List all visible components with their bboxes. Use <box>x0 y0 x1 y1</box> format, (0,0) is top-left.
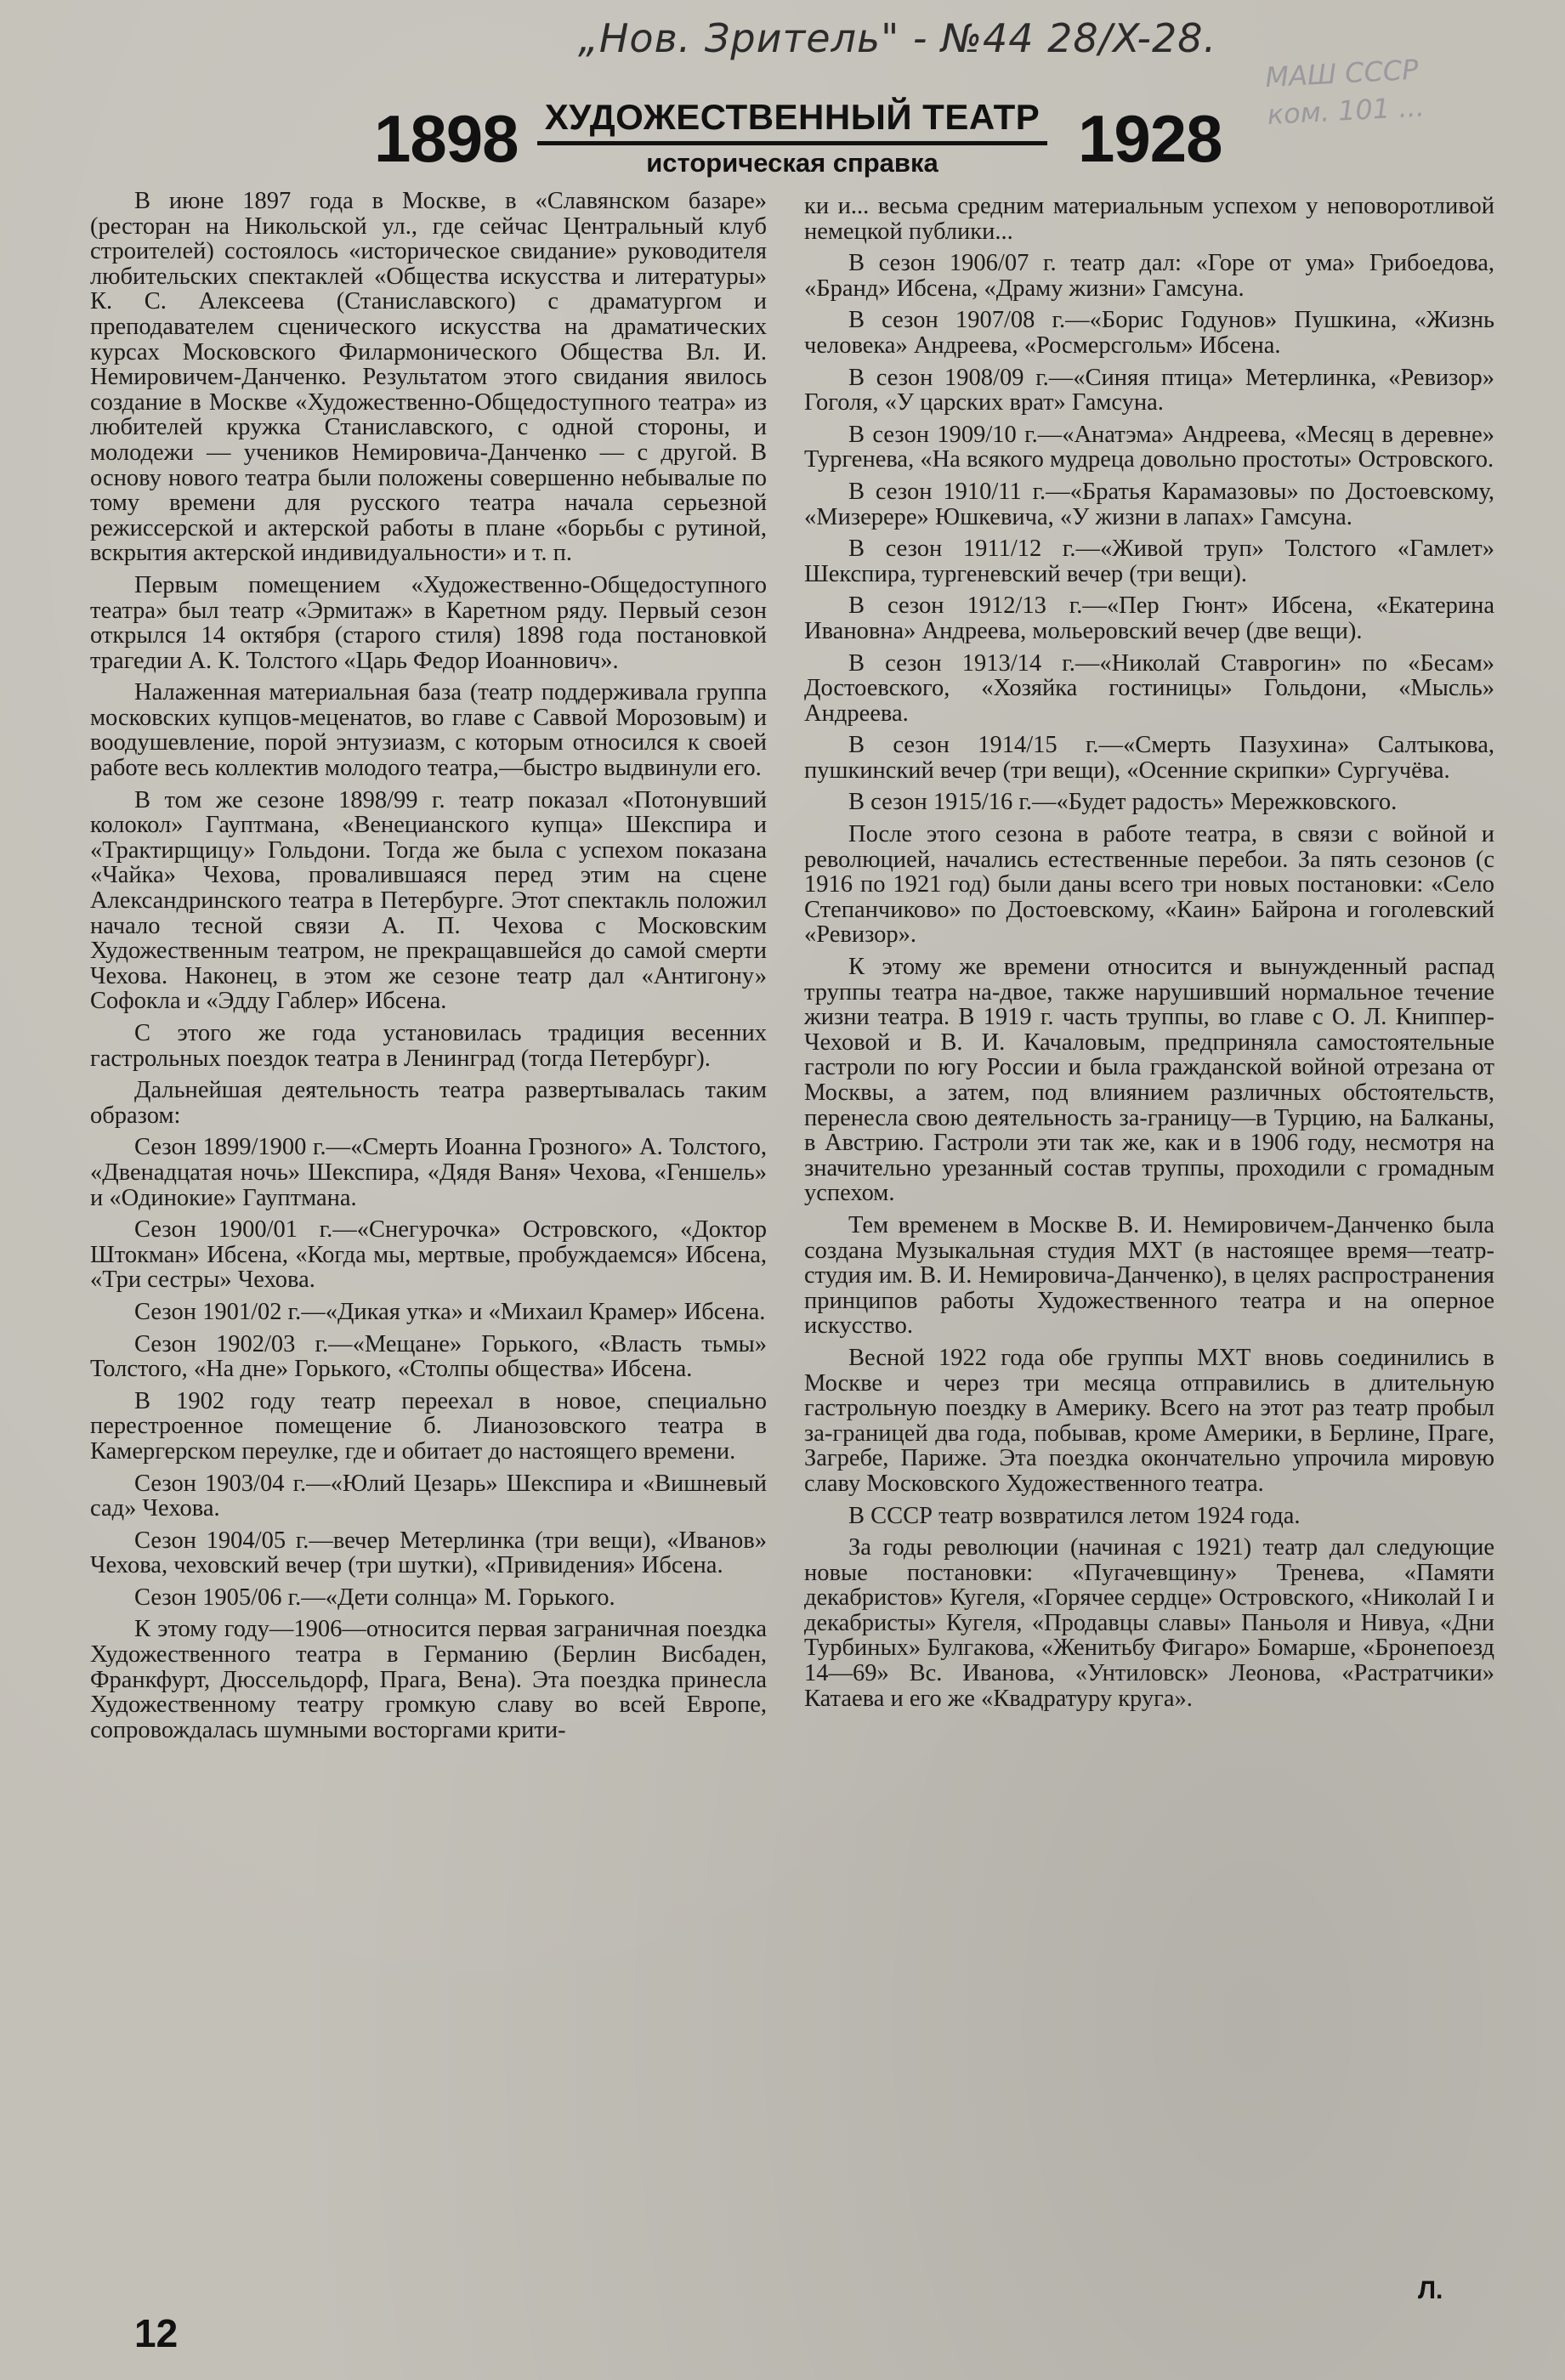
article-header <box>537 95 1047 181</box>
paragraph: Сезон 1903/04 г.—«Юлий Цезарь» Шекспира и «Вишневый сад» Чехова. <box>90 1470 767 1522</box>
stamp-line-2: ком. 101 ... <box>1266 90 1426 132</box>
paragraph: Сезон 1902/03 г.—«Мещане» Горького, «Власть тьмы» Толстого, «На дне» Горького, «Столпы общества» Ибсена. <box>90 1330 767 1383</box>
end-year: 1928 <box>1078 101 1222 176</box>
paragraph: В сезон 1915/16 г.—«Будет радость» Мережковского. <box>848 789 1398 816</box>
right-column <box>804 194 1494 1718</box>
paragraph: В июне 1897 года в Москве, в «Славянском базаре» (ресторан на Никольской ул., где сейчас Центральный клуб строителей) состоялось «историческое свидание» руководителя любительских спектаклей «Общества искусства и литературы» К. С. Алексеева (Станиславского) с драматургом и преподавателем сценического искусства на драматических курсах Московского Филармонического Общества Вл. И. Немировичем-Данченко. Результатом этого свидания явилось создание в Москве «Художественно-Общедоступного театра» из любителей кружка Станиславского, с одной стороны, и молодежи — учеников Немировича-Данченко — с другой. В основу нового театра были положены совершенно небывалые по тому времени для русского театра начала серьезной режиссерской и актерской работы в плане «борьбы с рутиной, вскрытия актерской индивидуальности» и т. п. <box>90 188 767 567</box>
start-year: 1898 <box>374 101 519 176</box>
paragraph: Налаженная материальная база (театр поддерживала группа московских купцов-меценатов, во главе с Саввой Морозовым) и воодушевление, порой энтузиазм, с которым относился к своей работе весь коллектив молодого театра,—быстро выдвинули его. <box>90 679 767 782</box>
article-title: ХУДОЖЕСТВЕННЫЙ ТЕАТР <box>537 95 1047 145</box>
paragraph: В сезон 1911/12 г.—«Живой труп» Толстого «Гамлет» Шекспира, тургеневский вечер (три вещи). <box>804 536 1494 587</box>
paragraph-continuation: ки и... весьма средним материальным успехом у неповоротливой немецкой публики... <box>804 193 1494 245</box>
paragraph: В том же сезоне 1898/99 г. театр показал «Потонувший колокол» Гауптмана, «Венецианского купца» Шекспира и «Трактирщицу» Гольдони. Тогда же была с успехом показана «Чайка» Чехова, провалившаяся перед этим на сцене Александринского театра в Петербурге. Этот спектакль положил начало тесной связи А. П. Чехова с Московским Художественным театром, не прекращавшейся до самой смерти Чехова. Наконец, в этом же сезоне театр дал «Антигону» Софокла и «Эдду Габлер» Ибсена. <box>90 786 767 1015</box>
stamp-line-1: МАШ СССР <box>1264 53 1420 94</box>
paragraph: В сезон 1910/11 г.—«Братья Карамазовы» по Достоевскому, «Мизерере» Юшкевича, «У жизни в лапах» Гамсуна. <box>804 478 1494 530</box>
paragraph: В сезон 1914/15 г.—«Смерть Пазухина» Салтыкова, пушкинский вечер (три вещи), «Осенние скрипки» Сургучёва. <box>804 732 1494 784</box>
paragraph: В 1902 году театр переехал в новое, специально перестроенное помещение б. Лианозовского театра в Камергерском переулке, где и обитает до настоящего времени. <box>90 1387 767 1465</box>
paragraph: В сезон 1907/08 г.—«Борис Годунов» Пушкина, «Жизнь человека» Андреева, «Росмерсгольм» Ибсена. <box>804 307 1494 359</box>
paragraph: Сезон 1905/06 г.—«Дети солнца» М. Горького. <box>134 1584 615 1611</box>
handwritten-source-note: „Нов. Зритель" - №44 28/X-28. <box>578 15 1217 61</box>
archive-stamp <box>1264 47 1498 152</box>
paragraph: В сезон 1913/14 г.—«Николай Ставрогин» по «Бесам» Достоевского, «Хозяйка гостиницы» Гольдони, «Мысль» Андреева. <box>804 649 1494 727</box>
paragraph: Сезон 1901/02 г.—«Дикая утка» и «Михаил Крамер» Ибсена. <box>134 1298 766 1325</box>
paragraph: В сезон 1906/07 г. театр дал: «Горе от ума» Грибоедова, «Бранд» Ибсена, «Драму жизни» Гамсуна. <box>804 250 1494 302</box>
author-signature: Л. <box>1418 2276 1443 2304</box>
article-subtitle: историческая справка <box>646 148 938 178</box>
paragraph: Сезон 1904/05 г.—вечер Метерлинка (три вещи), «Иванов» Чехова, чеховский вечер (три шутки), «Привидения» Ибсена. <box>90 1527 767 1579</box>
paragraph: За годы революции (начиная с 1921) театр дал следующие новые постановки: «Пугачевщину» Тренева, «Памяти декабристов» Кугеля, «Горячее сердце» Островского, «Николай I и декабристы» Кугеля, «Продавцы славы» Паньоля и Нивуа, «Дни Турбиных» Булгакова, «Женитьбу Фигаро» Бомарше, «Бронепоезд 14—69» Вс. Иванова, «Унтиловск» Леонова, «Растратчики» Катаева и его же «Квадратуру круга». <box>804 1534 1494 1712</box>
paragraph: С этого же года установилась традиция весенних гастрольных поездок театра в Ленинград (тогда Петербург). <box>90 1020 767 1072</box>
paragraph: Первым помещением «Художественно-Общедоступного театра» был театр «Эрмитаж» в Каретном ряду. Первый сезон открылся 14 октября (старого стиля) 1898 года постановкой трагедии А. К. Толстого «Царь Федор Иоаннович». <box>90 571 767 674</box>
paragraph: Сезон 1899/1900 г.—«Смерть Иоанна Грозного» А. Толстого, «Двенадцатая ночь» Шекспира, «Дядя Ваня» Чехова, «Геншель» и «Одинокие» Гауптмана. <box>90 1134 767 1211</box>
paragraph: После этого сезона в работе театра, в связи с войной и революцией, начались естественные перебои. За пять сезонов (с 1916 по 1921 год) были даны всего три новых постановки: «Село Степанчиково» по Достоевскому, «Каин» Байрона и гоголевский «Ревизор». <box>804 821 1494 949</box>
paragraph: Сезон 1900/01 г.—«Снегурочка» Островского, «Доктор Штокман» Ибсена, «Когда мы, мертвые, пробуждаемся» Ибсена, «Три сестры» Чехова. <box>90 1216 767 1294</box>
paragraph: Тем временем в Москве В. И. Немировичем-Данченко была создана Музыкальная студия МХТ (в настоящее время—театр-студия им. В. И. Немировича-Данченко), в целях распространения принципов работы Художественного театра и на оперное искусство. <box>804 1211 1494 1340</box>
left-column <box>90 189 767 1749</box>
paragraph: В сезон 1912/13 г.—«Пер Гюнт» Ибсена, «Екатерина Ивановна» Андреева, мольеровский вечер (две вещи). <box>804 592 1494 644</box>
paragraph: К этому году—1906—относится первая заграничная поездка Художественного театра в Германию (Берлин Висбаден, Франкфурт, Дюссельдорф, Прага, Вена). Эта поездка принесла Художественному театру громкую славу во всей Европе, сопровождалась шумными восторгами крити- <box>90 1616 767 1743</box>
paragraph: Дальнейшая деятельность театра развертывалась таким образом: <box>90 1077 767 1129</box>
paragraph: В сезон 1909/10 г.—«Анатэма» Андреева, «Месяц в деревне» Тургенева, «На всякого мудреца довольно простоты» Островского. <box>804 421 1494 473</box>
paragraph: Весной 1922 года обе группы МХТ вновь соединились в Москве и через три месяца отправились в длительную гастрольную поездку в Америку. Всего на этот раз театр пробыл за-границей два года, побывав, кроме Америки, в Берлине, Праге, Загребе, Париже. Эта поездка окончательно упрочила мировую славу Московского Художественного театра. <box>804 1344 1494 1497</box>
paragraph: В сезон 1908/09 г.—«Синяя птица» Метерлинка, «Ревизор» Гоголя, «У царских врат» Гамсуна. <box>804 364 1494 416</box>
page-number: 12 <box>134 2311 179 2355</box>
paragraph: К этому же времени относится и вынужденный распад труппы театра на-двое, также нарушивший нормальное течение жизни театра. В 1919 г. часть труппы, во главе с О. Л. Книппер-Чеховой и В. И. Качаловым, предприняла самостоятельные гастроли по югу России и была гражданской войной отрезана от Москвы, а затем, под влиянием различных обстоятельств, перенесла свою деятельность за-границу—в Турцию, на Балканы, в Австрию. Гастроли эти так же, как и в 1906 году, несмотря на значительно урезанный состав труппы, проходили с громадным успехом. <box>804 954 1494 1207</box>
paragraph: В СССР театр возвратился летом 1924 года. <box>848 1502 1301 1529</box>
